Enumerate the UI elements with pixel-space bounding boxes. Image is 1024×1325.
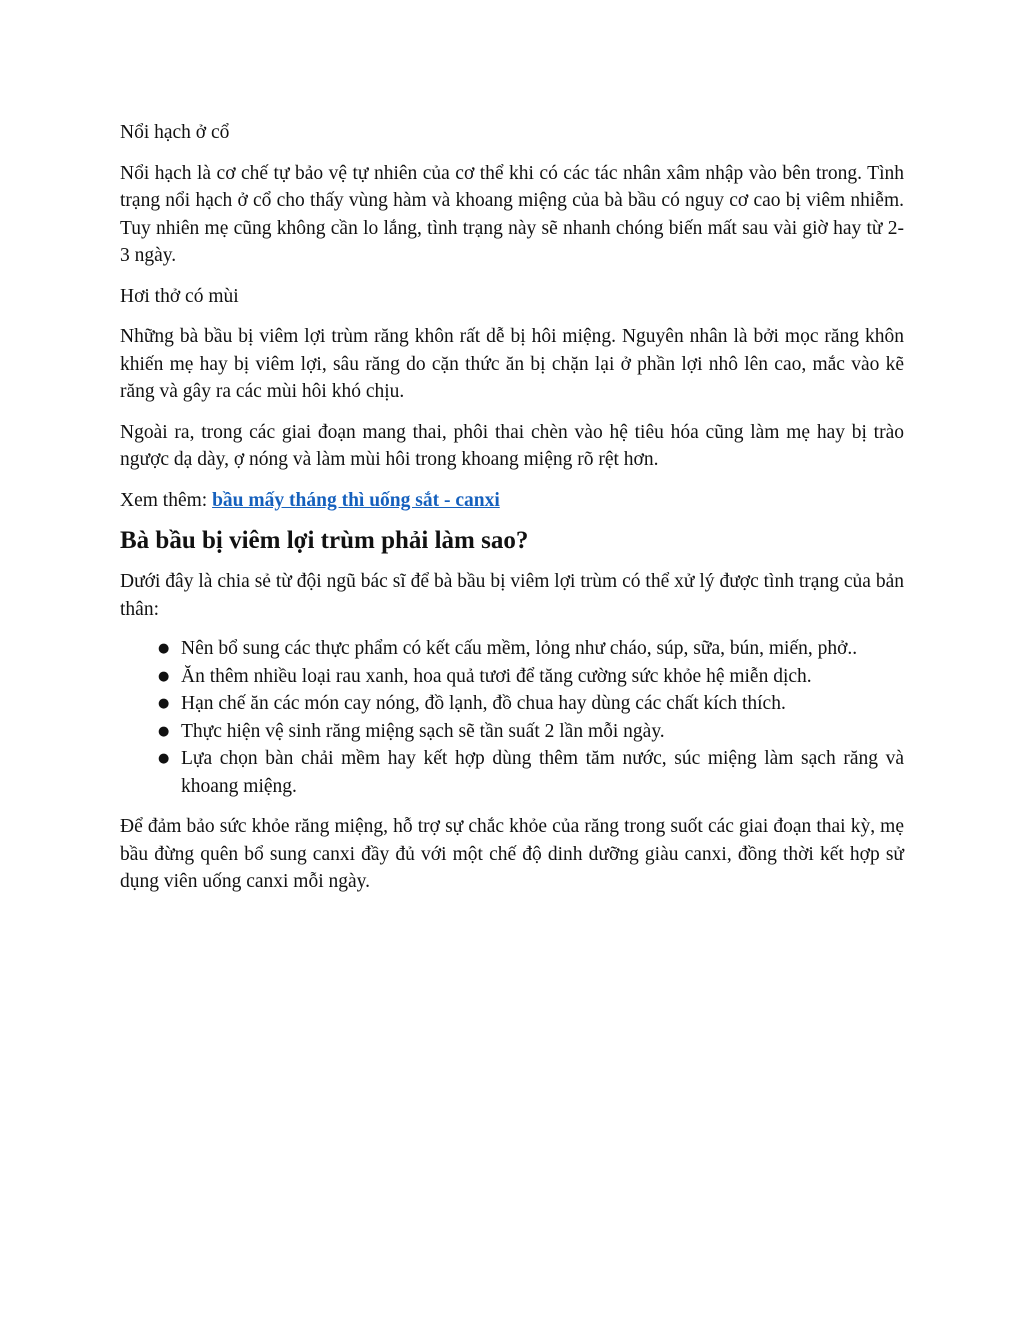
bullet-icon: ● <box>158 751 170 766</box>
see-also-prefix: Xem thêm: <box>120 489 213 511</box>
section-intro: Dưới đây là chia sẻ từ đội ngũ bác sĩ để bà bầu bị viêm lợi trùm có thể xử lý được tình trạng của bản thân: <box>120 571 904 620</box>
list-item-text: Nên bổ sung các thực phẩm có kết cấu mềm, lỏng như cháo, súp, sữa, bún, miến, phở.. <box>181 638 858 659</box>
bullet-icon: ● <box>158 641 170 656</box>
paragraph-digestion: Ngoài ra, trong các giai đoạn mang thai, phôi thai chèn vào hệ tiêu hóa cũng làm mẹ hay bị trào ngược dạ dày, ợ nóng và làm mùi hôi trong khoang miệng rõ rệt hơn. <box>120 421 904 470</box>
bullet-icon: ● <box>158 668 170 684</box>
bullet-icon: ● <box>158 696 170 711</box>
section-title: Bà bầu bị viêm lợi trùm phải làm sao? <box>120 527 529 554</box>
list-item <box>120 745 904 800</box>
list-item-text: Hạn chế ăn các món cay nóng, đồ lạnh, đồ chua hay dùng các chất kích thích. <box>181 693 786 714</box>
subheading-bad-breath: Hơi thở có mùi <box>120 285 239 307</box>
list-item <box>120 663 904 691</box>
see-also-link[interactable]: bầu mấy tháng thì uống sắt - canxi <box>212 489 500 511</box>
list-item-text: Ăn thêm nhiều loại rau xanh, hoa quả tươi để tăng cường sức khỏe hệ miễn dịch. <box>181 665 812 687</box>
advice-list <box>120 635 904 800</box>
bullet-icon: ● <box>158 723 170 739</box>
paragraph-swollen-lymph: Nổi hạch là cơ chế tự bảo vệ tự nhiên của cơ thể khi có các tác nhân xâm nhập vào bên trong. Tình trạng nổi hạch ở cổ cho thấy vùng hàm và khoang miệng của bà bầu có nguy cơ cao bị viêm nhiễm. Tuy nhiên mẹ cũng không cần lo lắng, tình trạng này sẽ nhanh chóng biến mất sau vài giờ hay từ 2-3 ngày. <box>120 162 904 266</box>
subheading-swollen-lymph: Nổi hạch ở cổ <box>120 122 230 143</box>
list-item-text: Lựa chọn bàn chải mềm hay kết hợp dùng thêm tăm nước, súc miệng làm sạch răng và khoang miệng. <box>181 748 904 797</box>
paragraph-bad-breath: Những bà bầu bị viêm lợi trùm răng khôn rất dễ bị hôi miệng. Nguyên nhân là bởi mọc răng khôn khiến mẹ hay bị viêm lợi, sâu răng do cặn thức ăn bị chặn lại ở phần lợi nhô lên cao, mắc vào kẽ răng và gây ra các mùi hôi khó chịu. <box>120 326 904 402</box>
list-item <box>120 635 904 663</box>
paragraph-conclusion: Để đảm bảo sức khỏe răng miệng, hỗ trợ sự chắc khỏe của răng trong suốt các giai đoạn thai kỳ, mẹ bầu đừng quên bổ sung canxi đầy đủ với một chế độ dinh dưỡng giàu canxi, đồng thời kết hợp sử dụng viên uống canxi mỗi ngày. <box>120 816 904 892</box>
list-item <box>120 690 904 718</box>
list-item-text: Thực hiện vệ sinh răng miệng sạch sẽ tần suất 2 lần mỗi ngày. <box>181 720 665 742</box>
list-item <box>120 718 904 746</box>
document-page <box>120 119 904 909</box>
see-also-line <box>120 487 904 515</box>
